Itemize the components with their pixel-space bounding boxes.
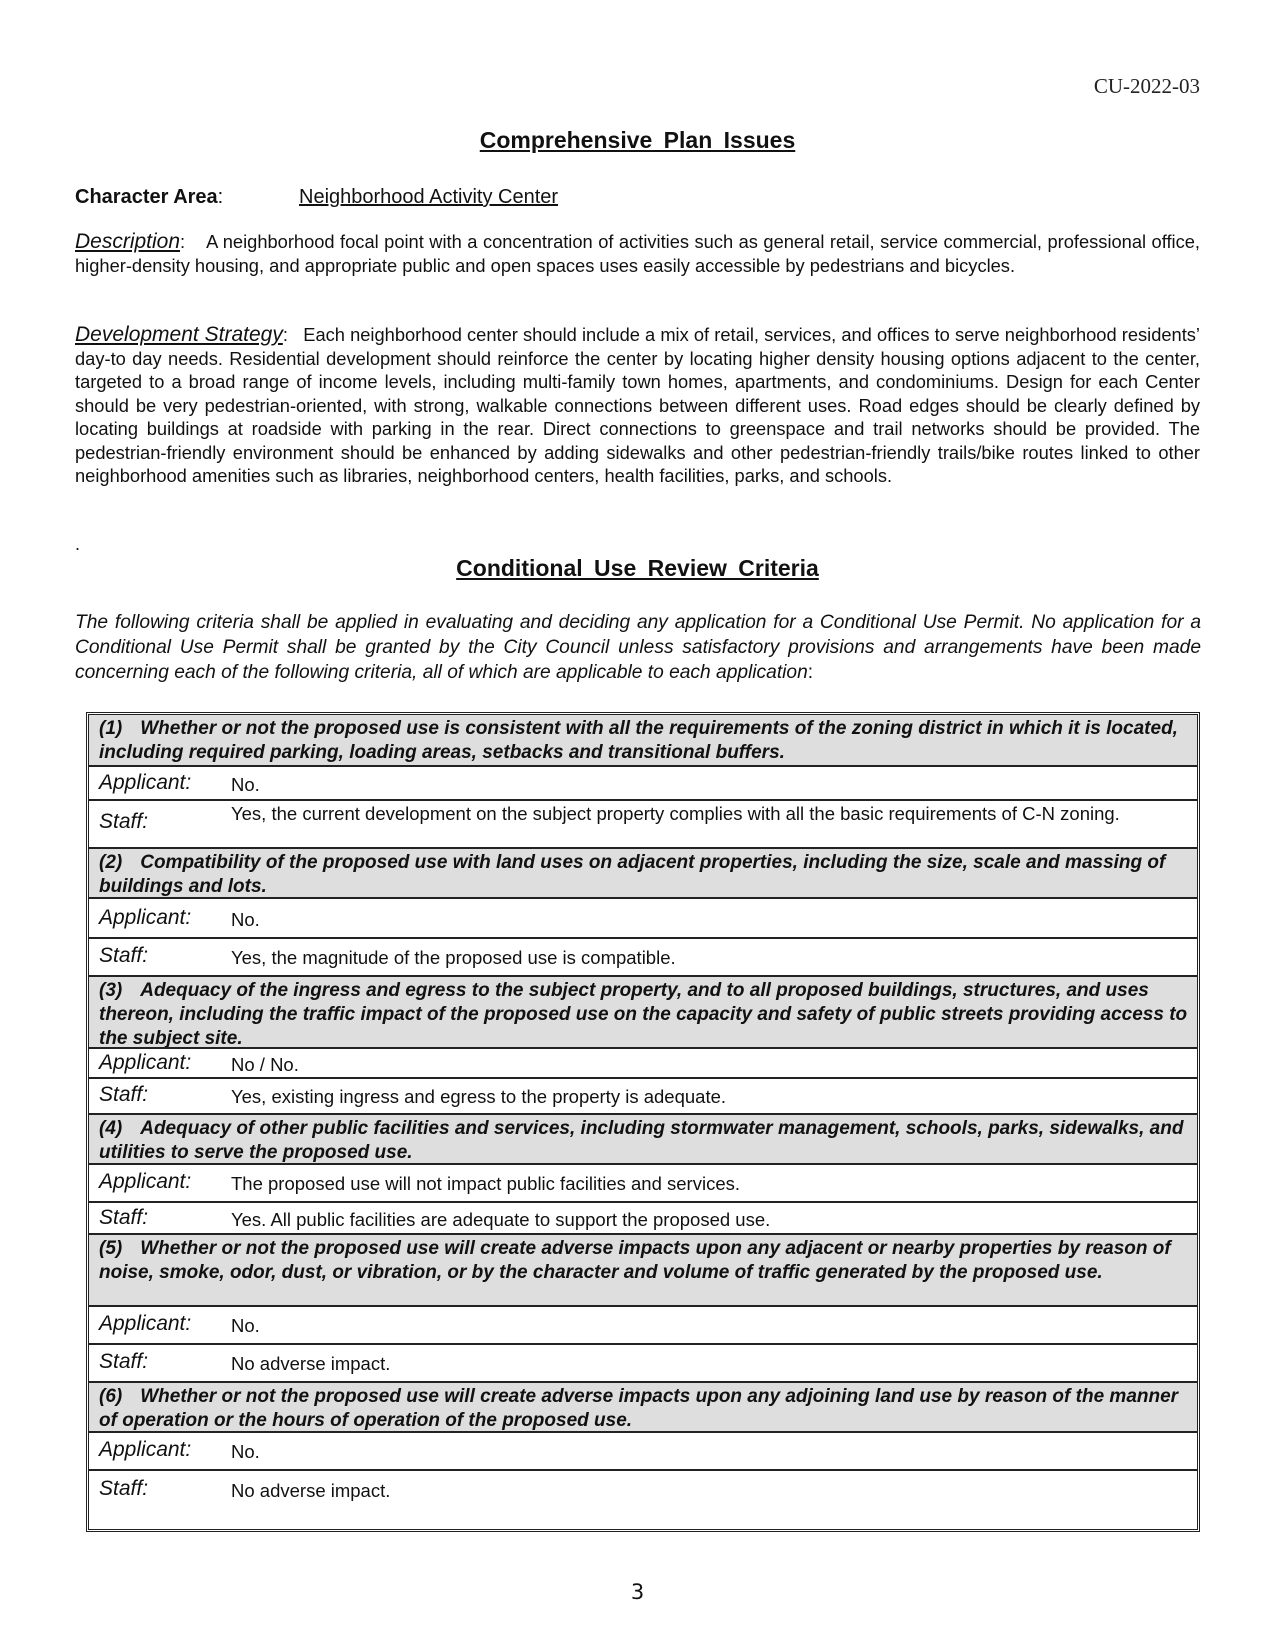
character-area-label: Character Area [75,186,218,208]
staff-response: No adverse impact. [231,1480,391,1501]
applicant-row [89,1431,1197,1469]
staff-response: Yes, the current development on the subject property complies with all the basic requirements of C-N zoning. [231,803,1120,824]
criterion-question [89,715,1197,765]
review-intro [75,610,1201,685]
applicant-label: Applicant: [99,1312,192,1335]
staff-label: Staff: [99,1350,149,1373]
criterion-text: Adequacy of other public facilities and services, including stormwater management, schools, parks, sidewalks, and utilities to serve the proposed use. [99,1118,1184,1163]
staff-response: Yes, the magnitude of the proposed use is compatible. [231,947,676,968]
character-area-value: Neighborhood Activity Center [299,186,559,208]
staff-response: No adverse impact. [231,1353,391,1374]
criterion-number: (5) [99,1238,123,1259]
criterion-number: (2) [99,852,123,873]
development-strategy-paragraph: Development Strategy: Each neighborhood center should include a mix of retail, services, and offices to serve neighborhood residents’ day-to day needs. Residential development should reinforce the center by locating higher density housing options adjacent to the center, targeted to a broad range of income levels, including multi-family town homes, apartments, and condominiums. Design for each Center should be very pedestrian-oriented, with strong, walkable connections between different uses. Road edges should be clearly defined by locating buildings at roadside with parking in the rear. Direct connections to greenspace and trail networks should be provided. The pedestrian-friendly environment should be enhanced by adding sidewalks and other pedestrian-friendly trails/bike routes linked to other neighborhood amenities such as libraries, neighborhood centers, health facilities, parks, and schools. [75,323,1200,486]
applicant-label: Applicant: [99,906,192,929]
applicant-row [89,897,1197,937]
description-paragraph: Description: A neighborhood focal point with a concentration of activities such as general retail, service commercial, professional office, higher-density housing, and appropriate public and open spaces uses easily accessible by pedestrians and bicycles. [75,230,1201,276]
criterion-question [89,1233,1197,1305]
development-strategy-text: Each neighborhood center should include a mix of retail, services, and offices to serve neighborhood residents’ day-to day needs. Residential development should reinforce the center by locating higher density housing options adjacent to the center, targeted to a broad range of income levels, including multi-family town homes, apartments, and condominiums. Design for each Center should be very pedestrian-oriented, with strong, walkable connections between different uses. Road edges should be clearly defined by locating buildings at roadside with parking in the rear. Direct connections to greenspace and trail networks should be provided. The pedestrian-friendly environment should be enhanced by adding sidewalks and other pedestrian-friendly trails/bike routes linked to other neighborhood amenities such as libraries, neighborhood centers, health facilities, parks, and schools. [75,324,1200,486]
criterion-number: (6) [99,1386,123,1407]
review-criteria-heading: Conditional Use Review Criteria [456,555,819,581]
description-label: Description [75,230,181,253]
applicant-row [89,1047,1197,1077]
staff-row [89,1201,1197,1233]
page-number: 3 [630,1580,645,1604]
criterion-question [89,975,1197,1047]
staff-response: Yes. All public facilities are adequate to support the proposed use. [231,1209,771,1230]
criterion-number: (1) [99,718,123,739]
staff-row [89,1469,1197,1529]
applicant-response: No. [231,909,260,930]
staff-response: Yes, existing ingress and egress to the property is adequate. [231,1086,727,1107]
criterion-number: (4) [99,1118,123,1139]
review-intro-colon: : [807,662,814,683]
criterion-text: Compatibility of the proposed use with land uses on adjacent properties, including the size, scale and massing of buildings and lots. [99,852,1166,897]
applicant-response: No. [231,1315,260,1336]
criterion-number: (3) [99,980,123,1001]
criterion-text: Whether or not the proposed use will create adverse impacts upon any adjoining land use by reason of the manner of operation or the hours of operation of the proposed use. [99,1386,1179,1431]
staff-row [89,1343,1197,1381]
applicant-label: Applicant: [99,1170,192,1193]
applicant-response: The proposed use will not impact public facilities and services. [231,1173,740,1194]
criteria-table [86,712,1200,1532]
trailing-dot: . [75,534,81,554]
applicant-response: No. [231,1441,260,1462]
applicant-label: Applicant: [99,1438,192,1461]
criterion-text: Whether or not the proposed use will create adverse impacts upon any adjacent or nearby properties by reason of noise, smoke, odor, dust, or vibration, or by the character and volume of traffic generated by the proposed use. [99,1238,1171,1283]
criterion-text: Whether or not the proposed use is consistent with all the requirements of the zoning district in which it is located, including required parking, loading areas, setbacks and transitional buffers. [99,718,1178,763]
comprehensive-plan-heading: Comprehensive Plan Issues [479,127,796,153]
criterion-question [89,1113,1197,1163]
applicant-response: No / No. [231,1054,299,1075]
character-area [75,186,559,209]
staff-label: Staff: [99,810,149,833]
character-area-colon: : [217,186,224,208]
staff-row [89,799,1197,847]
staff-row [89,1077,1197,1113]
review-intro-text: The following criteria shall be applied in evaluating and deciding any application for a Conditional Use Permit. No application for a Conditional Use Permit shall be granted by the City Council unless satisfactory provisions and arrangements have been made concerning each of the following criteria, all of which are applicable to each application [75,612,1201,683]
development-strategy-label: Development Strategy [75,323,283,346]
staff-row [89,937,1197,975]
staff-label: Staff: [99,1206,149,1229]
staff-label: Staff: [99,1477,149,1500]
applicant-label: Applicant: [99,771,192,794]
applicant-label: Applicant: [99,1051,192,1074]
applicant-row [89,1163,1197,1201]
document-id: CU-2022-03 [1093,74,1200,98]
criterion-text: Adequacy of the ingress and egress to the subject property, and to all proposed buildings, structures, and uses thereon, including the traffic impact of the proposed use on the capacity and safety of public streets providing access to the subject site. [99,980,1188,1049]
applicant-row [89,1305,1197,1343]
description-text: A neighborhood focal point with a concentration of activities such as general retail, service commercial, professional office, higher-density housing, and appropriate public and open spaces uses easily accessible by pedestrians and bicycles. [75,231,1201,276]
criterion-question [89,1381,1197,1431]
applicant-response: No. [231,774,260,795]
staff-label: Staff: [99,944,149,967]
applicant-row [89,765,1197,799]
staff-label: Staff: [99,1083,149,1106]
criterion-question [89,847,1197,897]
